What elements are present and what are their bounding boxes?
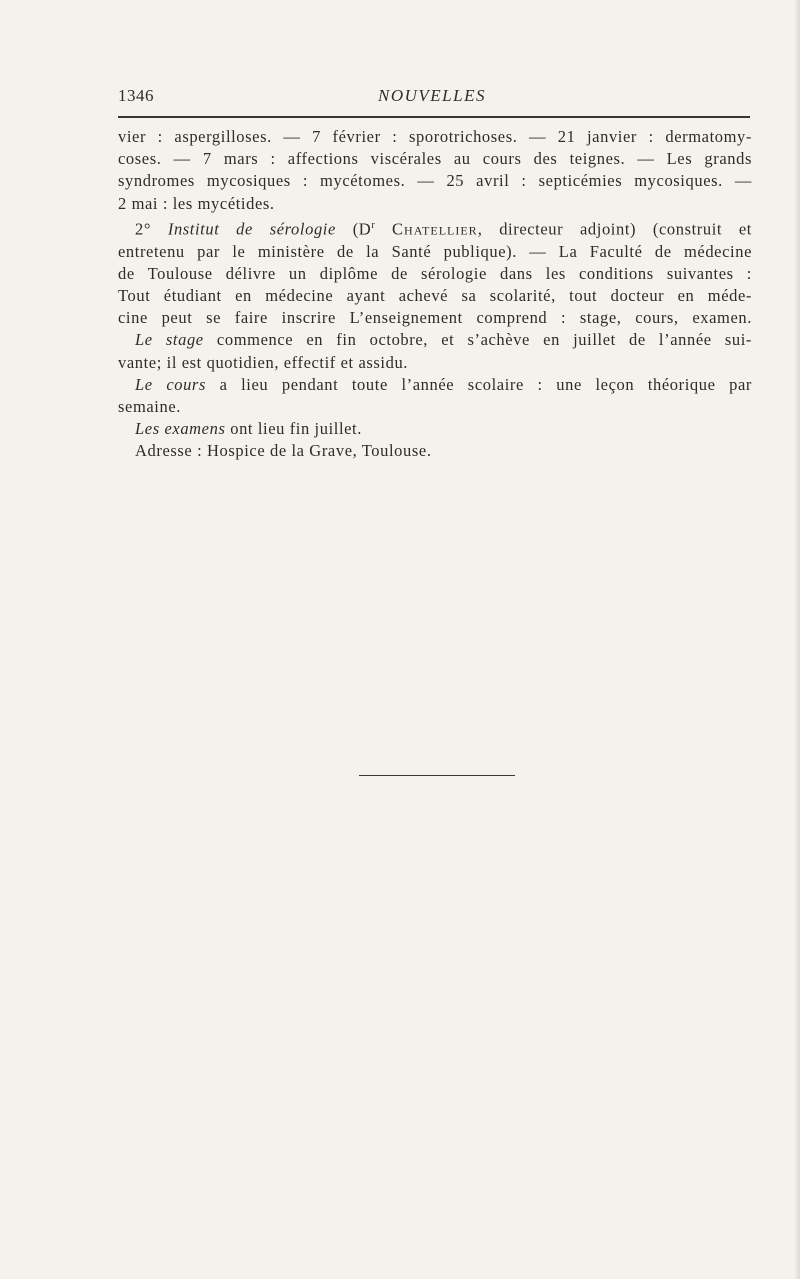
text-line — [118, 329, 752, 351]
italic-term: Le — [135, 374, 153, 394]
body-text — [118, 126, 752, 463]
italic-term: Les — [135, 419, 160, 439]
text-line: coses. — 7 mars : affections viscérales au cours des teignes. — Les grands — [118, 149, 752, 169]
paragraph-institut-serologie — [118, 215, 752, 330]
italic-term: Le — [135, 330, 153, 350]
text-fragment: a lieu pendant toute l’année scolaire : une leçon théorique par — [219, 374, 753, 394]
running-title: NOUVELLES — [378, 86, 486, 105]
text-line — [118, 374, 752, 396]
superscript: r — [371, 219, 376, 231]
paragraph-stage — [118, 329, 752, 373]
header-rule — [118, 116, 750, 118]
paragraph-mycoses-schedule — [118, 126, 752, 215]
text-fragment: , directeur adjoint) (construit et — [477, 219, 752, 239]
text-line: vier : aspergilloses. — 7 février : sporotrichoses. — 21 janvier : dermatomy- — [118, 127, 752, 146]
italic-term: cours — [166, 374, 206, 394]
paragraph-adresse — [118, 440, 752, 462]
text-line: semaine. — [118, 396, 181, 416]
text-line: entretenu par le ministère de la Santé publique). — La Faculté de médecine — [118, 241, 752, 261]
text-line: vante; il est quotidien, effectif et assidu. — [118, 352, 409, 372]
text-fragment: commence en fin octobre, et s’achève en juillet de l’année sui- — [216, 330, 753, 350]
text-line: syndromes mycosiques : mycétomes. — 25 avril : septicémies mycosiques. — — [118, 171, 752, 191]
italic-term: examens — [164, 419, 226, 439]
section-end-rule — [359, 775, 515, 776]
italic-term: stage — [165, 330, 204, 350]
text-line: Adresse : Hospice de la Grave, Toulouse. — [135, 441, 432, 461]
text-line: 2 mai : les mycétides. — [118, 193, 275, 213]
section-number: 2° — [135, 219, 152, 239]
text-line: cine peut se faire inscrire L’enseignement comprend : stage, cours, examen. — [118, 308, 752, 328]
text-line — [118, 418, 752, 440]
page-number: 1346 — [118, 86, 154, 105]
page-edge-shadow — [794, 0, 800, 1279]
paragraph-cours — [118, 374, 752, 418]
text-line — [118, 215, 752, 241]
text-line: de Toulouse délivre un diplôme de sérologie dans les conditions suivantes : — [118, 263, 752, 283]
person-name: Chatellier — [392, 219, 478, 239]
institute-name: Institut de sérologie — [167, 219, 336, 239]
text-fragment: ont lieu fin juillet. — [230, 419, 362, 439]
paragraph-examens — [118, 418, 752, 440]
text-line: Tout étudiant en médecine ayant achevé sa scolarité, tout docteur en méde- — [118, 285, 752, 305]
text-fragment: (D — [352, 219, 372, 239]
